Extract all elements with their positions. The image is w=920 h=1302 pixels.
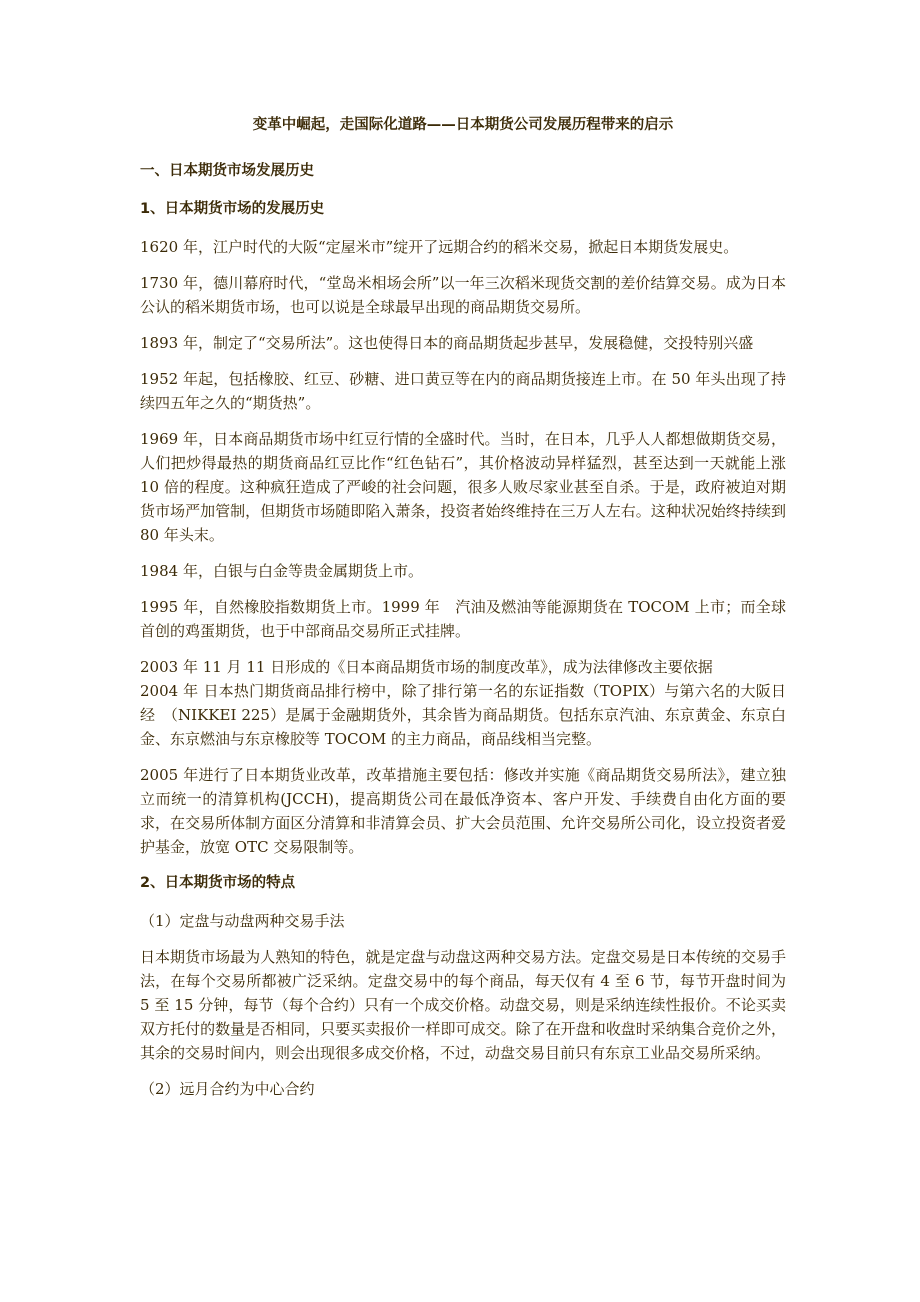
paragraph: 1952 年起，包括橡胶、红豆、砂糖、进口黄豆等在内的商品期货接连上市。在 50 年头出现了持续四五年之久的“期货热”。	[140, 370, 786, 412]
paragraph: 2005 年进行了日本期货业改革，改革措施主要包括：修改并实施《商品期货交易所法》，建立独立而统一的清算机构(JCCH)，提高期货公司在最低净资本、客户开发、手续费自由化方面的要求，在交易所体制方面区分清算和非清算会员、扩大会员范围、允许交易所公司化，设立投资者爱护基金，放宽 OTC 交易限制等。	[140, 766, 786, 856]
paragraph: 1969 年，日本商品期货市场中红豆行情的全盛时代。当时，在日本，几乎人人都想做期货交易，人们把炒得最热的期货商品红豆比作“红色钻石”，其价格波动异样猛烈，甚至达到一天就能上涨 10 倍的程度。这种疯狂造成了严峻的社会问题，很多人败尽家业甚至自杀。于是，政府被迫对期货市场严加管制，但期货市场随即陷入萧条，投资者始终维持在三万人左右。这种状况始终持续到 80 年头末。	[140, 430, 786, 544]
point-heading: （1）定盘与动盘两种交易手法	[140, 912, 345, 930]
section-heading: 一、日本期货市场发展历史	[140, 163, 314, 179]
subsection-heading: 2、日本期货市场的特点	[140, 875, 296, 891]
subsection-heading: 1、日本期货市场的发展历史	[140, 201, 325, 217]
paragraph: 2003 年 11 月 11 日形成的《日本商品期货市场的制度改革》，成为法律修改主要依据	[140, 658, 713, 676]
paragraph: 1620 年，江户时代的大阪“定屋米市”绽开了远期合约的稻米交易，掀起日本期货发展史。	[140, 238, 739, 256]
paragraph: 1984 年，白银与白金等贵金属期货上市。	[140, 562, 423, 580]
document-title: 变革中崛起，走国际化道路——日本期货公司发展历程带来的启示	[252, 117, 674, 133]
paragraph: 1730 年，德川幕府时代，“堂岛米相场会所”以一年三次稻米现货交割的差价结算交易。成为日本公认的稻米期货市场，也可以说是全球最早出现的商品期货交易所。	[140, 274, 786, 316]
paragraph: 1893 年，制定了“交易所法”。这也使得日本的商品期货起步甚早，发展稳健，交投特别兴盛	[140, 334, 754, 352]
paragraph: 1995 年，自然橡胶指数期货上市。1999 年 汽油及燃油等能源期货在 TOCOM 上市；而全球首创的鸡蛋期货，也于中部商品交易所正式挂牌。	[140, 598, 786, 640]
document-page	[140, 113, 786, 1113]
point-heading: （2）远月合约为中心合约	[140, 1080, 315, 1098]
paragraph: 2004 年 日本热门期货商品排行榜中，除了排行第一名的东证指数（TOPIX）与第六名的大阪日经 （NIKKEI 225）是属于金融期货外，其余皆为商品期货。包括东京汽油、东京黄金、东京白金、东京燃油与东京橡胶等 TOCOM 的主力商品，商品线相当完整。	[140, 682, 786, 748]
paragraph: 日本期货市场最为人熟知的特色，就是定盘与动盘这两种交易方法。定盘交易是日本传统的交易手法，在每个交易所都被广泛采纳。定盘交易中的每个商品，每天仅有 4 至 6 节，每节开盘时间为 5 至 15 分钟，每节（每个合约）只有一个成交价格。动盘交易，则是采纳连续性报价。不论买卖双方托付的数量是否相同，只要买卖报价一样即可成交。除了在开盘和收盘时采纳集合竞价之外，其余的交易时间内，则会出现很多成交价格，不过，动盘交易目前只有东京工业品交易所采纳。	[140, 948, 786, 1062]
